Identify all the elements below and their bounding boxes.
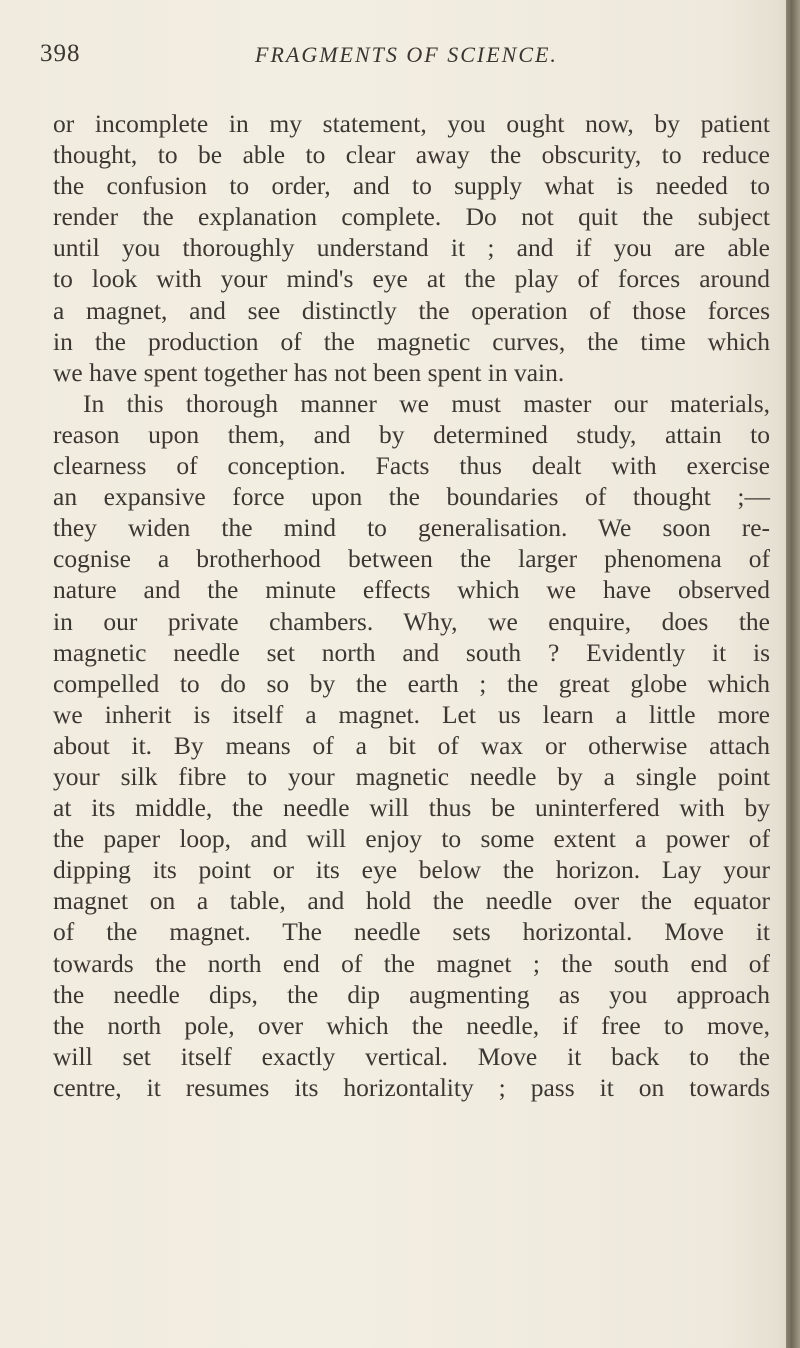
text-line: in our private chambers. Why, we enquire, does the xyxy=(53,606,770,636)
text-line: your silk fibre to your magnetic needle by a single point xyxy=(53,761,770,791)
text-line: will set itself exactly vertical. Move it back to the xyxy=(53,1041,770,1071)
text-line: we have spent together has not been spent in vain. xyxy=(53,357,565,387)
text-line: at its middle, the needle will thus be uninterfered with by xyxy=(53,793,770,823)
text-line: compelled to do so by the earth ; the great globe which xyxy=(53,668,770,698)
paragraph-first-line: In this thorough manner we must master our materials, xyxy=(83,388,770,418)
text-line: a magnet, and see distinctly the operation of those forces xyxy=(53,295,770,325)
text-line: in the production of the magnetic curves, the time which xyxy=(53,326,770,356)
text-line: thought, to be able to clear away the obscurity, to reduce xyxy=(53,140,770,170)
text-line: the paper loop, and will enjoy to some extent a power of xyxy=(53,824,770,854)
running-title: FRAGMENTS OF SCIENCE. xyxy=(255,42,558,67)
text-line: an expansive force upon the boundaries of thought ;— xyxy=(53,482,770,512)
text-line: the confusion to order, and to supply what is needed to xyxy=(53,171,770,201)
text-line: to look with your mind's eye at the play of forces around xyxy=(53,264,770,294)
text-line: render the explanation complete. Do not quit the subject xyxy=(53,202,770,232)
text-line: towards the north end of the magnet ; the south end of xyxy=(53,948,770,978)
text-line: of the magnet. The needle sets horizontal. Move it xyxy=(53,917,770,947)
text-line: magnet on a table, and hold the needle over the equator xyxy=(53,886,770,916)
text-line: centre, it resumes its horizontality ; pass it on towards xyxy=(53,1072,770,1102)
page-number: 398 xyxy=(40,40,81,67)
body-text xyxy=(53,108,770,1103)
text-line: dipping its point or its eye below the horizon. Lay your xyxy=(53,855,770,885)
text-line: or incomplete in my statement, you ought now, by patient xyxy=(53,109,770,138)
text-line: nature and the minute effects which we have observed xyxy=(53,575,770,605)
page-edge xyxy=(786,0,800,1348)
text-line: they widen the mind to generalisation. We soon re- xyxy=(53,513,770,543)
text-line: magnetic needle set north and south ? Evidently it is xyxy=(53,637,770,667)
text-line: the north pole, over which the needle, if free to move, xyxy=(53,1010,770,1040)
text-line: about it. By means of a bit of wax or otherwise attach xyxy=(53,730,770,760)
text-line: until you thoroughly understand it ; and if you are able xyxy=(53,233,770,263)
page-header xyxy=(40,40,760,80)
text-line: reason upon them, and by determined study, attain to xyxy=(53,419,770,449)
text-line: we inherit is itself a magnet. Let us learn a little more xyxy=(53,699,770,729)
text-line: the needle dips, the dip augmenting as you approach xyxy=(53,979,770,1009)
text-line: clearness of conception. Facts thus dealt with exercise xyxy=(53,451,770,481)
text-line: cognise a brotherhood between the larger phenomena of xyxy=(53,544,770,574)
